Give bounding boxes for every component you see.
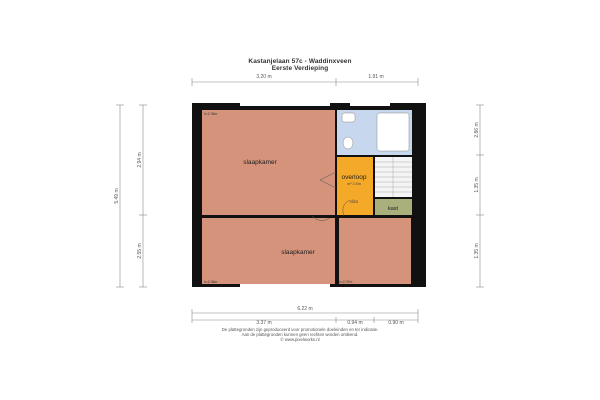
dim-bottom-left: 3.37 m: [256, 320, 272, 326]
dim-right-upper: 2.86 m: [474, 122, 480, 138]
ceiling-height-lower-left: h=2.36m: [204, 280, 218, 284]
dim-left-upper: 2.94 m: [137, 152, 143, 168]
room-landing[interactable]: [337, 157, 373, 215]
credit-line: © www.pixelworks.nl: [280, 337, 320, 342]
dim-top-right: 1.91 m: [368, 74, 384, 80]
label-bedroom-lower: slaapkamer: [281, 249, 315, 256]
room-bedroom-lower[interactable]: [202, 218, 336, 284]
bathtub: [377, 113, 409, 151]
label-landing-area: m² 2.5m: [347, 182, 361, 186]
ceiling-height-lower-right: h=2.37m: [339, 280, 353, 284]
dim-right-lower: 1.35 m: [474, 243, 480, 259]
disclaimer-line-2: Aan de plattegronden kunnen geen rechten worden ontleend.: [241, 332, 359, 337]
label-landing: overloop: [341, 174, 367, 181]
label-landing-sub: vlizo: [349, 199, 359, 204]
dim-bottom-mid: 0.94 m: [347, 320, 363, 326]
room-bedroom-lower-right: [339, 218, 411, 284]
ceiling-height-upper: h=2.36m: [204, 112, 218, 116]
label-bedroom-upper: slaapkamer: [243, 159, 277, 166]
floor-name: Eerste Verdieping: [271, 65, 329, 72]
plan-title: Kastanjelaan 57c - Waddinxveen: [248, 58, 352, 65]
dim-bottom-right: 0.90 m: [388, 320, 404, 326]
dim-top-left: 3.20 m: [256, 74, 272, 80]
dim-left-lower: 2.55 m: [137, 243, 143, 259]
label-closet: kast: [387, 206, 399, 212]
dim-bottom-total: 6.22 m: [297, 306, 313, 312]
disclaimer-line-1: De plattegronden zijn geproduceerd voor promotionele doeleinden en ter indicatie.: [221, 327, 379, 332]
dim-right-middle: 1.35 m: [474, 177, 480, 193]
sink: [342, 113, 355, 122]
dim-left-total: 5.49 m: [114, 188, 120, 204]
toilet: [343, 137, 353, 149]
